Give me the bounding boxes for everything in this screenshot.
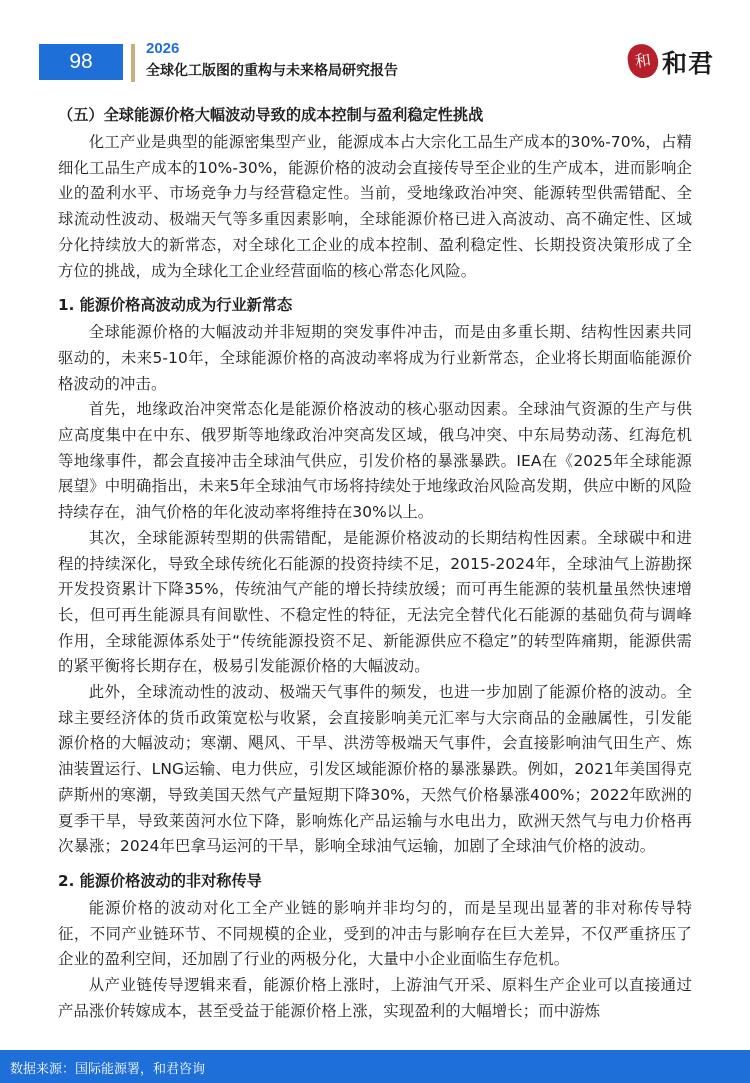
hejun-logo <box>628 40 723 84</box>
section-heading: （五）全球能源价格大幅波动导致的成本控制与盈利稳定性挑战 <box>58 106 484 124</box>
paragraph: 能源价格的波动对化工全产业链的影响并非均匀的，而是呈现出显著的非对称传导特征，不同产业链环节、不同规模的企业，受到的冲击与影响存在巨大差异，不仅严重挤压了企业的盈利空间，还加剧了行业的两极分化，大量中小企业面临生存危机。 <box>58 898 692 969</box>
page-header <box>0 0 750 96</box>
subsection-heading-1: 1. 能源价格高波动成为行业新常态 <box>58 296 293 315</box>
report-title: 全球化工版图的重构与未来格局研究报告 <box>146 63 398 79</box>
subsection-heading-2: 2. 能源价格波动的非对称传导 <box>58 871 262 890</box>
paragraph: 此外，全球流动性的波动、极端天气事件的频发，也进一步加剧了能源价格的波动。全球主要经济体的货币政策宽松与收紧，会直接影响美元汇率与大宗商品的金融属性，引发能源价格的大幅波动；寒潮、飓风、干旱、洪涝等极端天气事件，会直接影响油气田生产、炼油装置运行、LNG运输、电力供应，引发区域能源价格的暴涨暴跌。例如，2021年美国得克萨斯州的寒潮，导致美国天然气产量短期下降30%，天然气价格暴涨400%；2022年欧洲的夏季干旱，导致莱茵河水位下降，影响炼化产品运输与水电出力，欧洲天然气与电力价格再次暴涨；2024年巴拿马运河的干旱，影响全球油气运输，加剧了全球油气价格的波动。 <box>58 683 692 856</box>
page-number: 98 <box>39 44 123 80</box>
data-source-note: 数据来源：国际能源署，和君咨询 <box>10 1062 206 1077</box>
paragraph: 首先，地缘政治冲突常态化是能源价格波动的核心驱动因素。全球油气资源的生产与供应高度集中在中东、俄罗斯等地缘政治冲突高发区域，俄乌冲突、中东局势动荡、红海危机等地缘事件，都会直接冲击全球油气供应，引发价格的暴涨暴跌。IEA在《2025年全球能源展望》中明确指出，未来5年全球油气市场将持续处于地缘政治风险高发期，供应中断的风险持续存在，油气价格的年化波动率将维持在30%以上。 <box>58 400 692 522</box>
header-divider <box>131 44 135 82</box>
page-footer <box>0 1050 750 1083</box>
main-content <box>58 102 692 1025</box>
logo-seal-icon: 和 <box>626 42 660 80</box>
report-year: 2026 <box>146 40 180 57</box>
paragraph: 其次，全球能源转型期的供需错配，是能源价格波动的长期结构性因素。全球碳中和进程的持续深化，导致全球传统化石能源的投资持续不足，2015-2024年，全球油气上游勘探开发投资累计下降35%，传统油气产能的增长持续放缓；而可再生能源的装机量虽然快速增长，但可再生能源具有间歇性、不稳定性的特征，无法完全替代化石能源的基础负荷与调峰作用，全球能源体系处于“传统能源投资不足、新能源供应不稳定”的转型阵痛期，能源供需的紧平衡将长期存在，极易引发能源价格的大幅波动。 <box>58 528 692 676</box>
logo-wordmark: 和君 <box>662 49 715 78</box>
intro-paragraph: 化工产业是典型的能源密集型产业，能源成本占大宗化工品生产成本的30%-70%，占精细化工品生产成本的10%-30%，能源价格的波动会直接传导至企业的生产成本，进而影响企业的盈利水平、市场竞争力与经营稳定性。当前，受地缘政治冲突、能源转型供需错配、全球流动性波动、极端天气等多重因素影响，全球能源价格已进入高波动、高不确定性、区域分化持续放大的新常态，对全球化工企业的成本控制、盈利稳定性、长期投资决策形成了全方位的挑战，成为全球化工企业经营面临的核心常态化风险。 <box>58 133 692 280</box>
paragraph: 从产业链传导逻辑来看，能源价格上涨时，上游油气开采、原料生产企业可以直接通过产品涨价转嫁成本，甚至受益于能源价格上涨，实现盈利的大幅增长；而中游炼 <box>58 976 692 1020</box>
paragraph: 全球能源价格的大幅波动并非短期的突发事件冲击，而是由多重长期、结构性因素共同驱动的，未来5-10年，全球能源价格的高波动率将成为行业新常态，企业将长期面临能源价格波动的冲击。 <box>58 323 692 393</box>
